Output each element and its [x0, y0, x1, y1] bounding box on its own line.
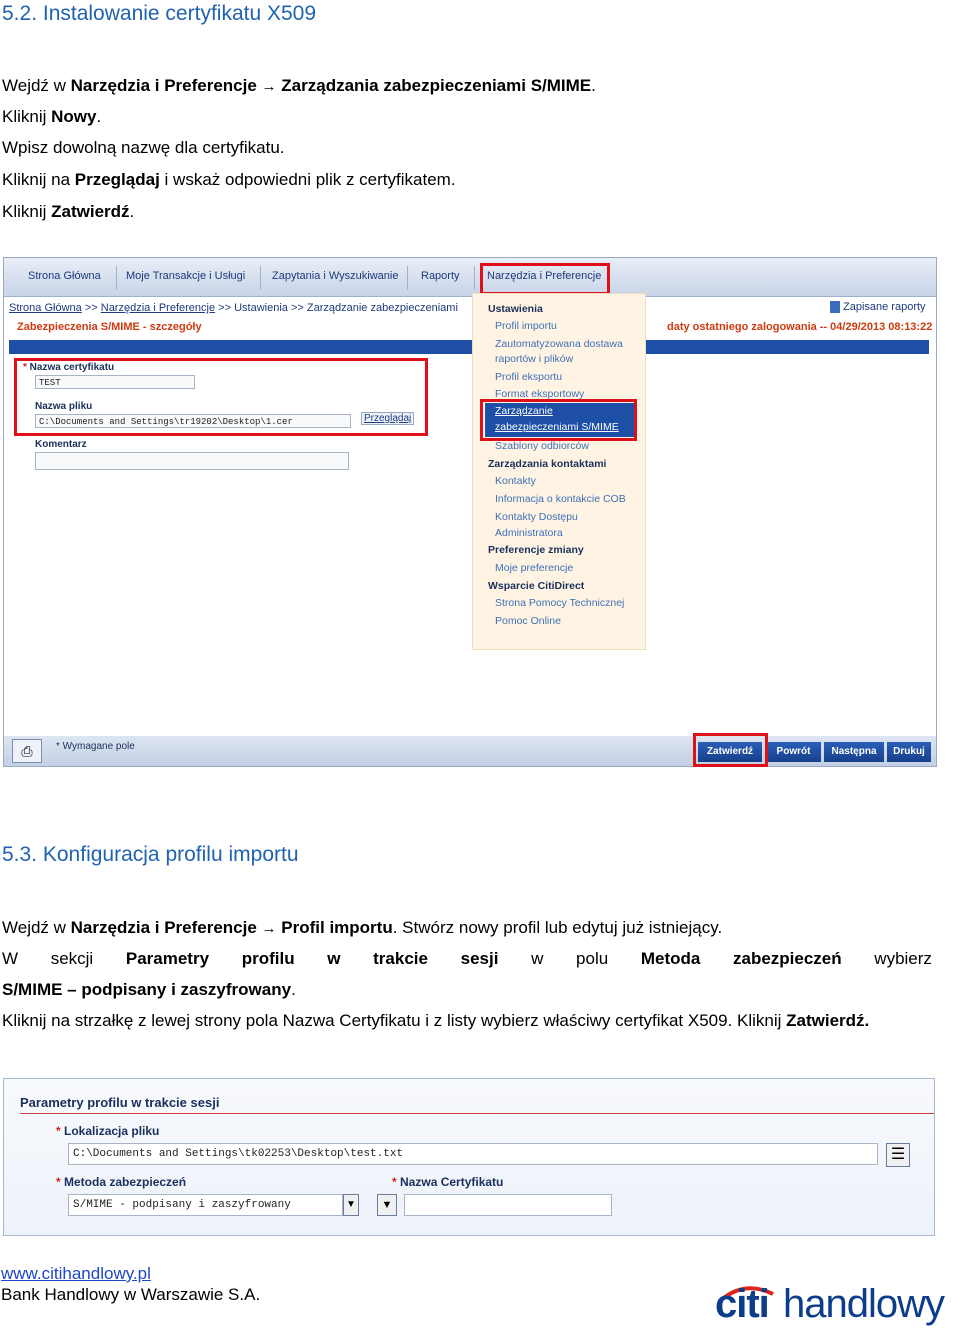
tools-menu: Ustawienia Profil importu Zautomatyzowana dostawa raportów i plików Profil eksportu Format eksportowy Zarządzanie zabezpieczeniami S/MIME Szablony odbiorców Zarządzania kontaktami Kontakty Informacja o kontakcie COB Kontakty Dostępu Administratora Preferencje zmiany Moje preferencje Wsparcie CitiDirect Strona Pomocy Technicznej Pomoc Online [472, 293, 646, 650]
list-icon[interactable]: ☰ [886, 1143, 910, 1167]
menu-item[interactable]: Szablony odbiorców [495, 440, 589, 452]
top-nav [4, 258, 936, 297]
screenshot-smime [3, 257, 937, 767]
chevron-down-icon[interactable]: ▼ [343, 1194, 359, 1216]
cert-name-label: * Nazwa Certyfikatu [392, 1175, 504, 1189]
instruction-line: Kliknij Zatwierdź. [2, 202, 135, 221]
last-login: daty ostatniego zalogowania -- 04/29/2013 08:13:22 [667, 321, 933, 333]
required-note: * Wymagane pole [56, 741, 135, 752]
menu-item[interactable]: Kontakty [495, 475, 536, 487]
instruction-line: Kliknij na strzałkę z lewej strony pola Nazwa Certyfikatu i z listy wybierz właściwy certyfikat X509. Kliknij Zatwierdź. [2, 1011, 870, 1030]
highlight-box [693, 733, 768, 767]
chevron-down-icon[interactable]: ▼ [377, 1194, 397, 1216]
highlight-box [480, 399, 637, 441]
nav-reports[interactable]: Raporty [421, 270, 460, 282]
print-icon[interactable]: ⎙ [12, 739, 42, 763]
menu-heading: Ustawienia [488, 303, 543, 315]
instruction-line: Wejdź w Narzędzia i Preferencje → Zarządzania zabezpieczeniami S/MIME. [2, 76, 596, 95]
citi-handlowy-logo: citi handlowy [715, 1278, 955, 1332]
cert-name-input[interactable]: TEST [35, 375, 195, 389]
nav-tools[interactable]: Narzędzia i Preferencje [487, 270, 602, 282]
menu-heading: Preferencje zmiany [488, 544, 584, 556]
section-heading: 5.3. Konfiguracja profilu importu [2, 843, 299, 866]
arrow-right-icon: → [261, 78, 277, 95]
report-icon [830, 301, 840, 313]
breadcrumb: Strona Główna >> Narzędzia i Preferencje >> Ustawienia >> Zarządzanie zabezpieczeniami [9, 302, 458, 314]
instruction-line: Wejdź w Narzędzia i Preferencje → Profil importu. Stwórz nowy profil lub edytuj już istniejący. [2, 918, 723, 937]
menu-heading: Zarządzania kontaktami [488, 458, 607, 470]
menu-item[interactable]: Moje preferencje [495, 562, 574, 574]
menu-item[interactable]: Pomoc Online [495, 615, 561, 627]
page-subtitle: Zabezpieczenia S/MIME - szczegóły [17, 321, 202, 333]
file-location-label: * Lokalizacja pliku [56, 1124, 160, 1138]
next-button[interactable]: Następna [824, 742, 884, 762]
bank-name: Bank Handlowy w Warszawie S.A. [1, 1285, 261, 1304]
section-heading: 5.2. Instalowanie certyfikatu X509 [2, 2, 317, 25]
security-method-label: * Metoda zabezpieczeń [56, 1175, 187, 1189]
instruction-line: S/MIME – podpisany i zaszyfrowany. [2, 980, 296, 999]
comment-input[interactable] [35, 452, 349, 470]
website-link[interactable]: www.citihandlowy.pl [1, 1264, 151, 1283]
saved-reports[interactable]: Zapisane raporty [830, 301, 926, 313]
security-method-select[interactable]: S/MIME - podpisany i zaszyfrowany [68, 1194, 343, 1216]
comment-label: Komentarz [35, 439, 87, 450]
highlight-box [14, 358, 428, 436]
menu-item[interactable]: Profil importu [495, 320, 557, 332]
menu-heading: Wsparcie CitiDirect [488, 580, 585, 592]
instruction-line: Kliknij Nowy. [2, 107, 102, 126]
menu-item[interactable]: Zautomatyzowana dostawa [495, 338, 623, 350]
back-button[interactable]: Powrót [766, 742, 821, 762]
menu-item[interactable]: Format eksportowy [495, 388, 585, 400]
menu-item[interactable]: Kontakty Dostępu [495, 511, 578, 523]
file-location-input[interactable]: C:\Documents and Settings\tk02253\Desktop\test.txt [68, 1143, 878, 1165]
blue-bar [9, 340, 929, 354]
nav-home[interactable]: Strona Główna [28, 270, 101, 282]
instruction-line: Kliknij na Przeglądaj i wskaż odpowiedni plik z certyfikatem. [2, 170, 456, 189]
highlight-box [480, 263, 610, 295]
nav-queries[interactable]: Zapytania i Wyszukiwanie [272, 270, 399, 282]
instruction-line: W sekcji Parametry profilu w trakcie sesji w polu Metoda zabezpieczeń wybierz [2, 949, 932, 968]
panel-title: Parametry profilu w trakcie sesji [20, 1095, 220, 1110]
browse-button[interactable]: Przeglądaj [361, 412, 414, 425]
menu-item[interactable]: Profil eksportu [495, 371, 563, 383]
submit-button[interactable]: Zatwierdź [698, 742, 762, 762]
arrow-right-icon: → [261, 920, 277, 937]
cert-name-input[interactable] [404, 1194, 612, 1216]
menu-item[interactable]: Informacja o kontakcie COB [495, 493, 626, 505]
screenshot-import-profile [3, 1078, 935, 1236]
instruction-line: Wpisz dowolną nazwę dla certyfikatu. [2, 138, 285, 157]
divider [20, 1113, 934, 1114]
nav-transactions[interactable]: Moje Transakcje i Usługi [126, 270, 246, 282]
menu-item[interactable]: raportów i plików [495, 353, 574, 365]
file-name-label: Nazwa pliku [35, 401, 93, 412]
print-button[interactable]: Drukuj [887, 742, 931, 762]
file-name-input[interactable]: C:\Documents and Settings\tr19202\Desktop\1.cer [35, 414, 351, 428]
cert-name-label: * Nazwa certyfikatu [23, 362, 115, 373]
menu-item[interactable]: Administratora [495, 527, 563, 539]
menu-item[interactable]: Strona Pomocy Technicznej [495, 597, 625, 609]
